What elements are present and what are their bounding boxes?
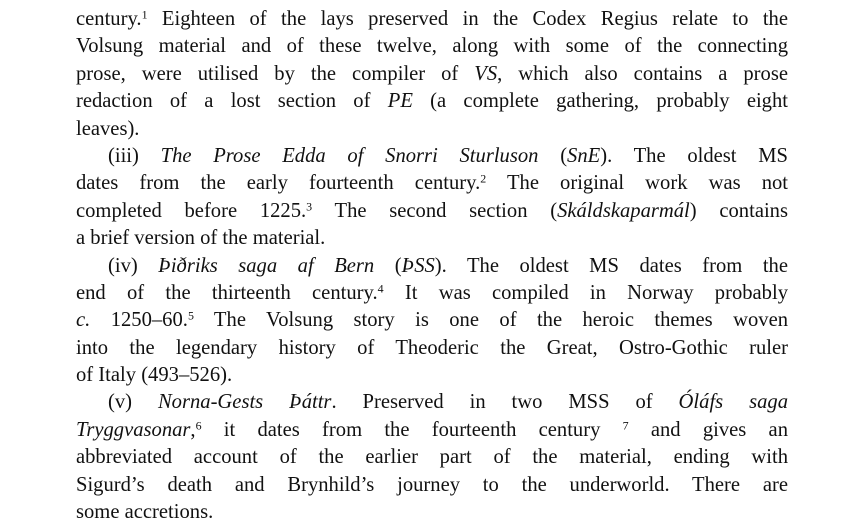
text-span: redaction of a lost section of bbox=[76, 90, 388, 113]
text-span: ( bbox=[538, 144, 568, 167]
text-span: ( bbox=[374, 254, 402, 277]
text-line bbox=[76, 444, 788, 471]
document-page bbox=[76, 6, 788, 526]
text-span: The second section ( bbox=[312, 199, 558, 222]
text-span: , bbox=[190, 418, 196, 441]
text-span: The original work was not bbox=[486, 172, 789, 195]
text-span: Volsung material and of these twelve, along with some of the connecting bbox=[76, 35, 788, 58]
text-span: prose, were utilised by the compiler of bbox=[76, 62, 475, 85]
italic-text: Tryggvasonar bbox=[76, 418, 191, 441]
footnote-marker: 1 bbox=[141, 7, 148, 22]
italic-text: Norna-Gests Þáttr bbox=[157, 391, 332, 414]
text-span: dates from the early fourteenth century. bbox=[76, 172, 481, 195]
footnote-marker: 7 bbox=[622, 418, 629, 433]
italic-text: c. bbox=[76, 309, 91, 332]
italic-text: Þiðriks saga af Bern bbox=[158, 254, 375, 277]
paragraph-first-line bbox=[76, 389, 788, 416]
text-line bbox=[76, 116, 788, 143]
text-span: end of the thirteenth century. bbox=[76, 281, 378, 304]
footnote-marker: 5 bbox=[187, 308, 194, 323]
text-line bbox=[76, 307, 788, 334]
text-span: . Preserved in two MSS of bbox=[331, 391, 679, 414]
text-span: century. bbox=[76, 8, 142, 30]
text-span: ). The oldest MS bbox=[600, 144, 788, 167]
text-line bbox=[76, 335, 788, 362]
text-line bbox=[76, 225, 788, 252]
text-span: into the legendary history of Theoderic the Great, Ostro-Gothic ruler bbox=[76, 336, 788, 359]
italic-text: ÞSS bbox=[401, 254, 435, 277]
text-span: it dates from the fourteenth century bbox=[201, 418, 623, 441]
footnote-marker: 6 bbox=[195, 418, 202, 433]
text-span: (iv) bbox=[108, 254, 159, 277]
paragraph-first-line bbox=[76, 143, 788, 170]
text-span: , which also contains a prose bbox=[497, 62, 788, 85]
text-line bbox=[76, 472, 788, 499]
text-line bbox=[76, 417, 788, 444]
text-span: Sigurd’s death and Brynhild’s journey to the underworld. There are bbox=[76, 473, 788, 496]
text-span: It was compiled in Norway probably bbox=[383, 281, 788, 304]
text-line bbox=[76, 61, 788, 88]
text-line bbox=[76, 6, 788, 33]
italic-text: Óláfs saga bbox=[678, 391, 788, 414]
text-span: 1250–60. bbox=[90, 309, 188, 332]
text-span: (iii) bbox=[108, 144, 161, 167]
text-line bbox=[76, 33, 788, 60]
text-span: (a complete gathering, probably eight bbox=[412, 90, 788, 113]
text-line bbox=[76, 170, 788, 197]
footnote-marker: 3 bbox=[306, 199, 313, 214]
text-span: The Volsung story is one of the heroic themes woven bbox=[193, 309, 789, 332]
text-span: some accretions. bbox=[76, 501, 214, 524]
paragraph-first-line bbox=[76, 253, 788, 280]
text-span: and gives an bbox=[628, 418, 788, 441]
text-span: leaves). bbox=[76, 117, 140, 140]
text-line bbox=[76, 280, 788, 307]
footnote-marker: 4 bbox=[377, 281, 384, 296]
text-line bbox=[76, 362, 788, 389]
text-line bbox=[76, 88, 788, 115]
text-span: ) contains bbox=[689, 199, 788, 222]
text-span: abbreviated account of the earlier part of the material, ending with bbox=[76, 446, 788, 469]
text-span: ). The oldest MS dates from the bbox=[434, 254, 788, 277]
footnote-marker: 2 bbox=[480, 171, 487, 186]
text-span: completed before 1225. bbox=[76, 199, 307, 222]
italic-text: VS bbox=[474, 62, 498, 85]
text-line bbox=[76, 198, 788, 225]
text-span: of Italy (493–526). bbox=[76, 364, 233, 387]
italic-text: Skáldskaparmál bbox=[557, 199, 690, 222]
text-span: Eighteen of the lays preserved in the Codex Regius relate to the bbox=[147, 8, 788, 30]
text-line bbox=[76, 499, 788, 526]
italic-text: SnE bbox=[567, 144, 601, 167]
text-span: (v) bbox=[108, 391, 158, 414]
text-span: a brief version of the material. bbox=[76, 227, 326, 250]
italic-text: PE bbox=[387, 90, 413, 113]
italic-text: The Prose Edda of Snorri Sturluson bbox=[160, 144, 539, 167]
